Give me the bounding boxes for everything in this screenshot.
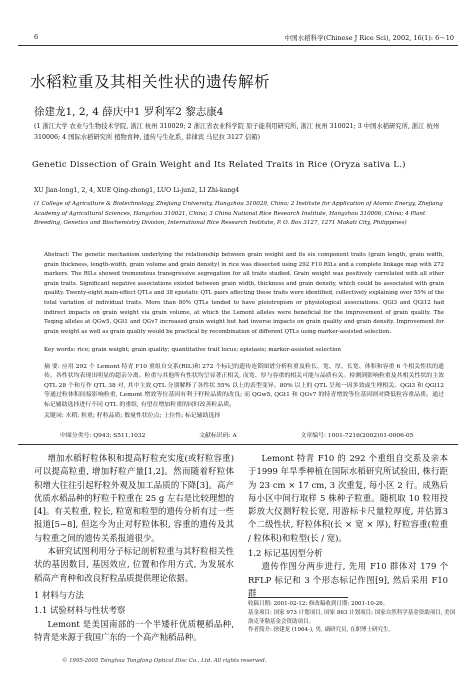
clc-number: 中图分类号: Q943; S511.1032 [60, 433, 146, 439]
page-number: 6 [34, 33, 39, 41]
section-heading-1-2: 1.2 标记基因型分析 [248, 548, 323, 559]
header-rule [18, 45, 458, 46]
classification-line [60, 430, 450, 439]
keywords-en: Key words: rice; grain weight; grain quality; quantitative trait locus; epistasis; marker-assisted selection [44, 347, 341, 353]
footnote-funding: 基金项目: 国家 973 计划项目, 国家 863 计划项目; 国家自然科学基金资助项目, 美国洛克菲勒基金会资助项目。 [248, 609, 456, 625]
footnote-author-bio: 作者简介: 徐建龙 (1964-), 男, 副研究员, 在职博士研究生。 [248, 627, 394, 634]
footnote-rule [248, 597, 348, 598]
materials-paragraph: Lemont 是美国南部的一个半矮秆优质粳稻品种, 特青是来源于我国广东的一个高产籼稻品种。 [34, 618, 234, 642]
running-header: 中国水稻科学(Chinese J Rice Sci), 2002, 16(1): 6～10 [284, 34, 454, 42]
abstract-rule [18, 444, 458, 445]
affiliations-en: (1 College of Agriculture & Biotechnology, Zhejiang University, Hangzhou 310029, China; 2 Institute for Application of Atomic Energy, Zhejiang Academy of Agricultural Sciences, Hangzhou 310021, China; 3 China National Rice Research Institute, Hangzhou 310006, China; 4 Plant Breeding, Genetics and Biochemistry Division, International Rice Research Institute, P. O. Box 3127, 1271 Makati City, Philippines) [34, 201, 443, 227]
affiliations-cn: (1 浙江大学 农业与生物技术学院, 浙江 杭州 310029; 2 浙江省农业科学院 原子能利用研究所, 浙江 杭州 310021; 3 中国水稻研究所, 浙江 杭州 310006; 4 国际水稻研究所 植物育种, 遗传与生化系, 菲律宾 马尼拉 3127 信箱) [34, 123, 440, 141]
authors-cn: 徐建龙1, 2, 4 薛庆中1 罗利军2 黎志康4 [34, 106, 224, 118]
footnote [248, 600, 456, 635]
methods-paragraph-1: Lemont 特青 F10 的 292 个重组自交系及亲本于1999 年旱季种植在国际水稻研究所试验田, 株行距为 23 cm × 17 cm, 3 次重复, 每小区 2 行。成熟后每小区中间行取样 5 株种子粒重。随机取 10 粒用投影放大仪测籽粒长宽, 用游标卡尺量粒厚度, 并估算3 个二级性状, 籽粒体积(长 × 宽 × 厚), 籽粒容重(粒重 / 粒体积)和粒型(长 / 宽)。 [248, 453, 448, 543]
authors-en: XU Jian-long1, 2, 4, XUE Qing-zhong1, LUO Li-jun2, LI Zhi-kang4 [34, 187, 240, 194]
intro-paragraph-2: 本研究试图利用分子标记剖析粒重与其籽粒相关性状的基因数目, 基因效应, 位置和作用方式, 为发展水稻高产育种和改良籽粒品质提供理论依据。 [34, 546, 234, 583]
intro-paragraph-1: 增加水稻籽粒体积和提高籽粒充实度(或籽粒容重)可以提高粒重, 增加籽粒产量[1,2]。然而随着籽粒体积增大往往引起籽粒外观及加工品质的下降[3]。高产优质水稻品种的籽粒千粒重在 25 g 左右是比较理想的[4]。有关粒重, 粒长, 粒宽和粒型的遗传分析有过一些报道[5~8], 但迄今为止对籽粒体积, 容重的遗传及其与粒重之间的遗传关系报道很少。 [34, 453, 234, 543]
footnote-received: 收稿日期: 2001-02-12; 修改稿收到日期: 2001-10-26。 [248, 601, 389, 607]
abstract-en: Abstract: The genetic mechanism underlying the relationship between grain weight and its six component traits (grain length, grain width, grain thickness, length-width, grain volume and grain density) in rice was dissected using 292 F10 RILs and a complete linkage map with 272 markers. The RILs showed tremendous transgressive segregation for all traits studied. Grain weight was positively correlated with all other grain traits. Significant negative associations existed between grain width, thickness and grain density, which could be associated with grain quality. Twenty-eight main-effect QTLs and 38 epistatic QTL pairs affecting these traits were identified, collectively explaining over 55% of the total variation of individual traits. More than 80% QTLs tended to have pleiotropism or physiological associations. QGl3 and QGl12 had indirect impacts on grain weight via grain volume, at which the Lemont alleles were beneficial for the improvement of grain quality. The Teqing alleles at QGw5, QGt1 and QGv7 increased grain weight but had inverse impacts on grain quality and grain density. Improvement for grain weight as well as grain quality would be practical by recombination of different QTLs using marker-assisted selection. [44, 252, 444, 335]
body-right-column [248, 452, 448, 600]
copyright: © 1995-2005 Tsinghua Tongfang Optical Disc Co., Ltd. All rights reserved. [62, 658, 267, 664]
title-cn: 水稻粒重及其相关性状的遗传解析 [30, 73, 271, 91]
methods-paragraph-2: 遗传作图分两步进行, 先用 F10 群体对 179 个RFLP 标记和 3 个形态标记作图[9], 然后采用 F10 群 [248, 561, 448, 598]
document-code: 文献标识码: A [199, 433, 237, 439]
body-left-column [34, 452, 234, 644]
keywords-cn: 关键词: 水稻; 粒重; 籽粒品质; 数量性状位点; 上位性; 标记辅助选择 [44, 413, 221, 419]
title-en: Genetic Dissection of Grain Weight and Its Related Traits in Rice (Oryza sativa L.) [32, 159, 406, 169]
section-heading-1-1: 1.1 试验材料与性状考察 [34, 605, 126, 616]
section-heading-1: 1 材料与方法 [34, 589, 84, 600]
article-number: 文章编号: 1001-7216(2002)01-0006-05 [300, 433, 414, 439]
abstract-cn: 摘 要: 应用 292 个 Lemont 特青 F10 重组自交系(RIL)和 272 个标记的遗传连锁图谱分析粒重及粒长、宽、厚、长宽、体积和容重 6 个相关性状的遗传。各性状均表现出明显的超亲分离。粒重与其他所有性状均呈显著正相关, 而宽、厚与容重的相关可能与品质有关。检测到影响粒重及其相关性状的主效 QTL 28 个和互作 QTL 38 对, 其中主效 QTL 分别解释了各性状 55% 以上的表型变异。80% 以上的 QTL 呈现一因多效或生理相关。QGl3 和 QGl12 等通过粒体积间接影响粒重, Lemont 增效等位基因有利于籽粒品质的改良; 而 QGw5, QGt1 和 QGv7 的特青增效等位基因则对降低粒容重品质。通过标记辅助选择进行不同 QTL 的重组, 有望在增加粒重的同时改善粒品质。 [44, 364, 444, 408]
